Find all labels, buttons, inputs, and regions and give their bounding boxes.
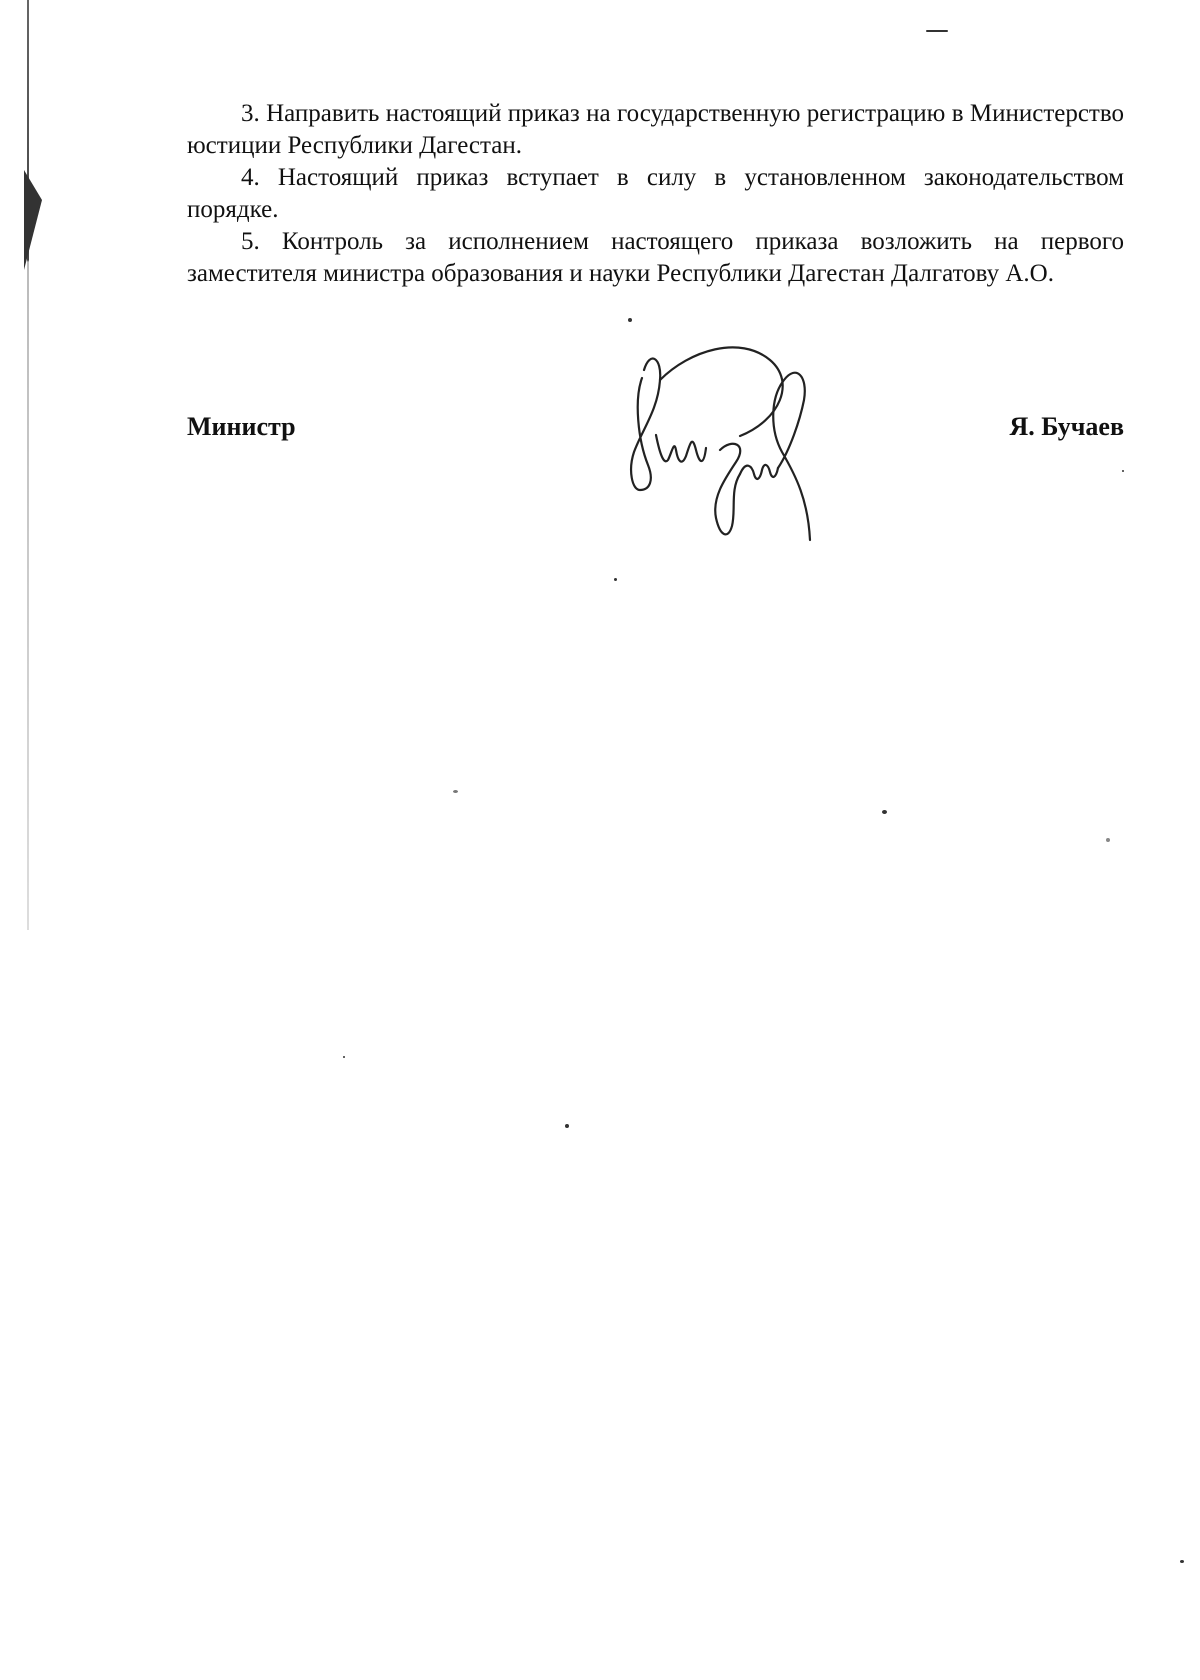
scan-speck [882, 810, 887, 814]
scan-speck [453, 790, 458, 793]
signatory-name: Я. Бучаев [1009, 412, 1124, 441]
signatory-title: Министр [187, 412, 296, 441]
handwritten-signature-icon [620, 340, 860, 580]
scan-speck [1180, 1560, 1184, 1563]
scan-speck [343, 1056, 345, 1058]
paragraph-4: 4. Настоящий приказ вступает в силу в установленном законодательством порядке. [187, 164, 1124, 223]
scan-speck [614, 578, 617, 581]
scan-speck [926, 30, 948, 32]
scan-speck [628, 318, 632, 322]
paragraph-5: 5. Контроль за исполнением настоящего приказа возложить на первого заместителя министра образования и науки Республики Дагестан Далгатову А.О. [187, 228, 1124, 287]
scan-speck [1122, 470, 1124, 472]
scan-speck [1106, 838, 1110, 842]
document-body [187, 98, 1124, 290]
paragraph-3: 3. Направить настоящий приказ на государственную регистрацию в Министерство юстиции Республики Дагестан. [187, 100, 1124, 159]
scan-speck [565, 1124, 569, 1128]
scan-edge-mark [24, 170, 42, 270]
scan-edge-line [27, 0, 29, 930]
